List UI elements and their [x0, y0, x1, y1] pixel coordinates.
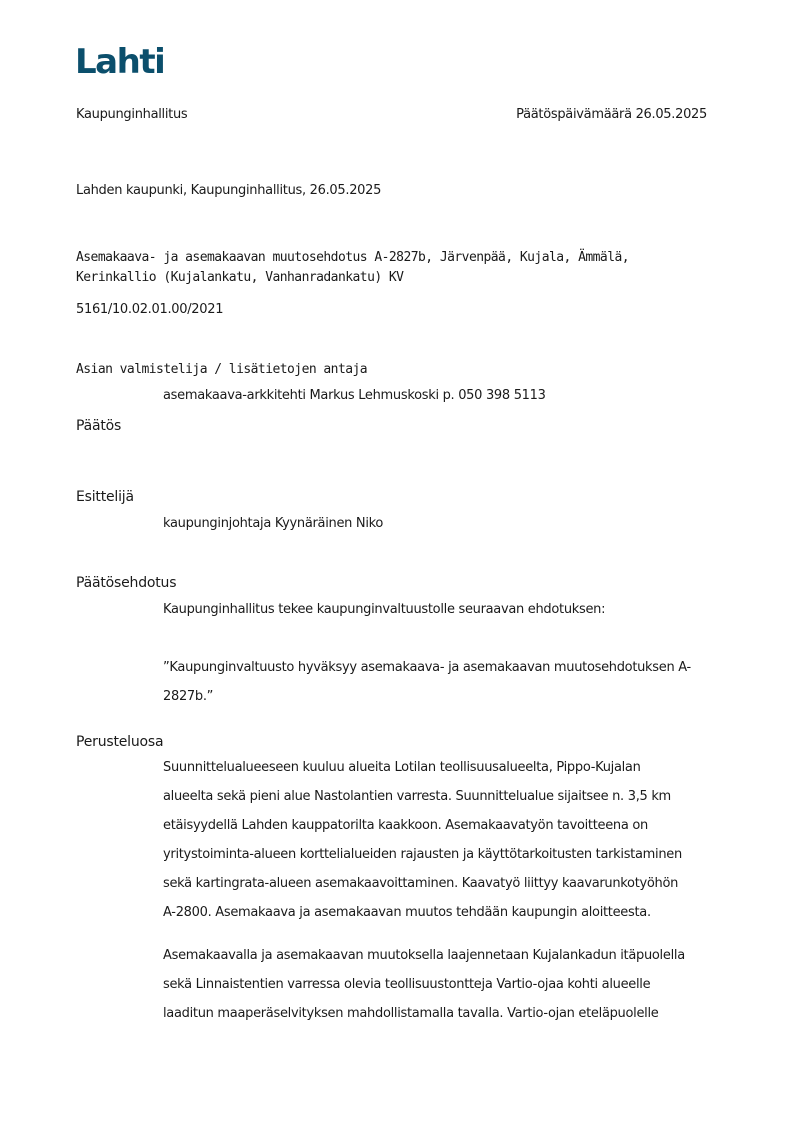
preparer-value: asemakaava-arkkitehti Markus Lehmuskoski p. 050 398 5113 [163, 388, 546, 403]
decision-heading: Päätös [76, 418, 122, 434]
rationale-p1-line: alueelta sekä pieni alue Nastolantien varresta. Suunnittelualue sijaitsee n. 3,5 km [163, 789, 671, 804]
lahti-logo: Lahti [75, 42, 165, 82]
preparer-heading: Asian valmistelija / lisätietojen antaja [76, 362, 368, 377]
body-name: Kaupunginhallitus [76, 107, 188, 122]
page-title-line2: Kerinkallio (Kujalankatu, Vanhanradankatu) KV [76, 270, 404, 285]
proposal-heading: Päätösehdotus [76, 575, 177, 591]
rationale-p2-line: sekä Linnaistentien varressa olevia teollisuustontteja Vartio-ojaa kohti alueelle [163, 977, 651, 992]
page-title-line1: Asemakaava- ja asemakaavan muutosehdotus A-2827b, Järvenpää, Kujala, Ämmälä, [76, 250, 630, 265]
rationale-heading: Perusteluosa [76, 734, 164, 750]
meta-line: Lahden kaupunki, Kaupunginhallitus, 26.05.2025 [76, 183, 382, 198]
record-number: 5161/10.02.01.00/2021 [76, 302, 224, 317]
rationale-p2-line: laaditun maaperäselvityksen mahdollistamalla tavalla. Vartio-ojan eteläpuolelle [163, 1006, 659, 1021]
rationale-p2-line: Asemakaavalla ja asemakaavan muutoksella laajennetaan Kujalankadun itäpuolella [163, 948, 685, 963]
presenter-heading: Esittelijä [76, 489, 134, 505]
rationale-p1-line: etäisyydellä Lahden kauppatorilta kaakkoon. Asemakaavatyön tavoitteena on [163, 818, 648, 833]
rationale-p1-line: Suunnittelualueeseen kuuluu alueita Lotilan teollisuusalueelta, Pippo-Kujalan [163, 760, 641, 775]
rationale-p1-line: A-2800. Asemakaava ja asemakaavan muutos tehdään kaupungin aloitteesta. [163, 905, 651, 920]
decision-date: Päätöspäivämäärä 26.05.2025 [516, 107, 707, 122]
proposal-quote-line2: 2827b.” [163, 689, 214, 704]
rationale-p1-line: yritystoiminta-alueen korttelialueiden rajausten ja käyttötarkoitusten tarkistaminen [163, 847, 682, 862]
presenter-value: kaupunginjohtaja Kyynäräinen Niko [163, 516, 384, 531]
proposal-intro: Kaupunginhallitus tekee kaupunginvaltuustolle seuraavan ehdotuksen: [163, 602, 606, 617]
proposal-quote-line1: ”Kaupunginvaltuusto hyväksyy asemakaava- ja asemakaavan muutosehdotuksen A- [163, 660, 691, 675]
rationale-p1-line: sekä kartingrata-alueen asemakaavoittaminen. Kaavatyö liittyy kaavarunkotyöhön [163, 876, 679, 891]
